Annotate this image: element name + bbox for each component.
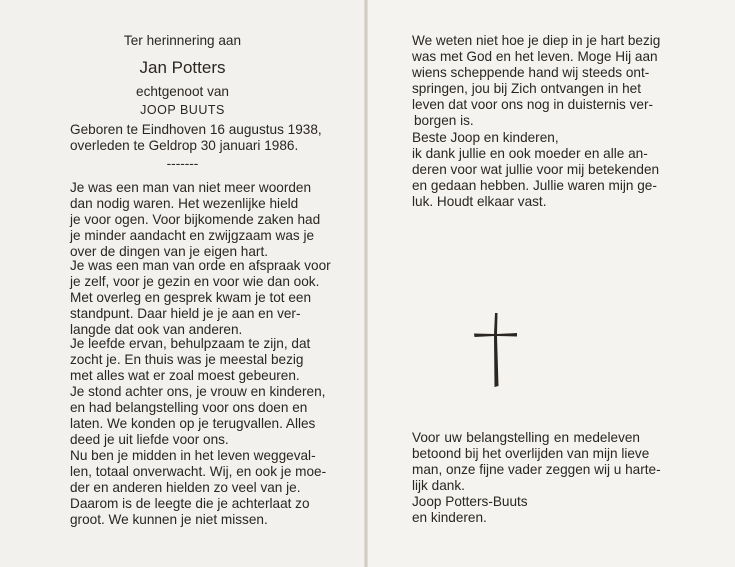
- text-line: betoond bij het overlijden van mijn lieve: [412, 446, 650, 462]
- card-fold: [364, 0, 368, 567]
- text-line: Daarom is de leegte die je achterlaat zo: [70, 496, 310, 512]
- signature-line: Joop Potters-Buuts: [412, 494, 528, 509]
- paragraph-3: [70, 336, 311, 384]
- right-paragraph-2: [412, 130, 660, 210]
- text-line: je minder aandacht en zwijgzaam was je: [70, 228, 315, 244]
- cross-icon: [473, 312, 519, 388]
- text-line: Je leefde ervan, behulpzaam te zijn, dat: [70, 336, 311, 351]
- memorial-heading: Ter herinnering aan: [123, 33, 242, 48]
- text-line: Je was een man van niet meer woorden: [70, 180, 312, 195]
- paragraph-2: [70, 258, 331, 338]
- spouse-label: echtgenoot van: [136, 84, 229, 99]
- text-line: Beste Joop en kinderen,: [412, 130, 559, 145]
- text-line: Met overleg en gesprek kwam je tot een: [70, 290, 312, 306]
- paragraph-1: [70, 180, 321, 260]
- text-line: len, totaal onverwacht. Wij, en ook je moe-: [70, 464, 327, 480]
- death-line: overleden te Geldrop 30 januari 1986.: [70, 138, 299, 154]
- text-line: ik dank jullie en ook moeder en alle an-: [412, 146, 648, 162]
- text-line: en had belangstelling voor ons doen en: [70, 400, 308, 416]
- text-line: springen, jou bij Zich ontvangen in het: [412, 81, 641, 97]
- text-line: man, onze fijne vader zeggen wij u harte-: [412, 462, 661, 478]
- text-line: Voor uw belangstelling en medeleven: [412, 430, 640, 445]
- text-line: der en anderen hielden zo veel van je.: [70, 480, 301, 496]
- signature: [412, 494, 640, 526]
- text-line: deren voor wat jullie voor mij betekenden: [412, 162, 660, 178]
- separator: -------: [166, 156, 199, 171]
- spouse-name: JOOP BUUTS: [140, 103, 225, 117]
- paragraph-4: [70, 384, 326, 448]
- text-line: laten. We konden op je terugvallen. Alles: [70, 416, 316, 432]
- text-line: leven dat voor ons nog in duisternis ver-: [412, 97, 654, 113]
- text-line: Je was een man van orde en afspraak voor: [70, 258, 331, 273]
- text-line: met alles wat er zoal moest gebeuren.: [70, 368, 300, 384]
- text-line: luk. Houdt elkaar vast.: [412, 194, 547, 210]
- deceased-name: Jan Potters: [139, 58, 226, 77]
- text-line: groot. We kunnen je niet missen.: [70, 512, 268, 528]
- text-line: borgen is.: [414, 113, 474, 129]
- text-line: langde dat ook van anderen.: [70, 322, 243, 338]
- text-line: je zelf, voor je gezin en voor wie dan ook.: [70, 274, 320, 290]
- text-line: dan nodig waren. Het wezenlijke hield: [70, 196, 299, 212]
- text-line: Je stond achter ons, je vrouw en kinderen,: [70, 384, 326, 399]
- text-line: standpunt. Daar hield je je aan en ver-: [70, 306, 301, 322]
- text-line: wiens scheppende hand wij steeds ont-: [412, 65, 650, 81]
- text-line: deed je uit liefde voor ons.: [70, 432, 229, 448]
- signature-line: en kinderen.: [412, 510, 487, 526]
- text-line: We weten niet hoe je diep in je hart bezig: [412, 33, 661, 48]
- text-line: Nu ben je midden in het leven weggeval-: [70, 448, 316, 463]
- text-line: zocht je. En thuis was je meestal bezig: [70, 352, 304, 368]
- life-dates: [70, 122, 322, 154]
- text-line: je voor ogen. Voor bijkomende zaken had: [70, 212, 321, 228]
- right-paragraph-1: [412, 33, 661, 130]
- text-line: lijk dank.: [412, 478, 465, 494]
- text-line: over de dingen van je eigen hart.: [70, 244, 269, 260]
- text-line: en gedaan hebben. Jullie waren mijn ge-: [412, 178, 657, 194]
- paragraph-5: [70, 448, 327, 528]
- birth-line: Geboren te Eindhoven 16 augustus 1938,: [70, 122, 322, 137]
- text-line: was met God en het leven. Moge Hij aan: [412, 49, 658, 65]
- thanks-paragraph: [412, 430, 661, 494]
